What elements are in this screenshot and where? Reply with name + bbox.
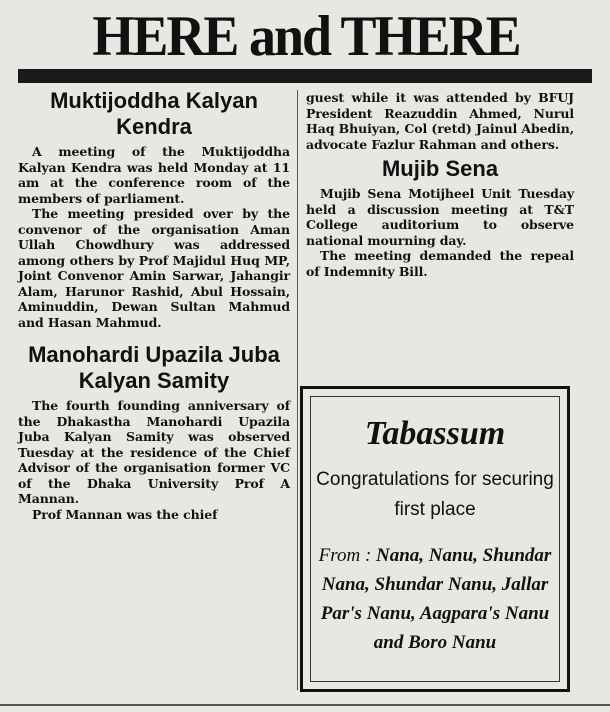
advertisement-inner-frame xyxy=(310,396,560,682)
story-paragraph: A meeting of the Muktijoddha Kalyan Kendra was held Monday at 11 am at the conference room of the members of parliament. xyxy=(18,144,290,206)
story-paragraph: The meeting presided over by the convenor of the organisation Aman Ullah Chowdhury was addressed among others by Prof Majidul Huq MP, Joint Convenor Amin Sarwar, Jahangir Alam, Harunor Rashid, Abul Hossain, Aminuddin, Dewan Sultan Mahmud and Hasan Mahmud. xyxy=(18,206,290,330)
story-headline-muktijoddha: Muktijoddha Kalyan Kendra xyxy=(50,88,258,139)
advertisement-box xyxy=(300,386,570,692)
bottom-rule xyxy=(0,704,610,706)
ad-from-names: Nana, Nanu, Shundar Nana, Shundar Nanu, Jallar Par's Nanu, Aagpara's Nanu and Boro Nanu xyxy=(320,545,552,653)
column-divider xyxy=(297,90,298,690)
masthead-rule xyxy=(18,69,592,83)
story-paragraph: The meeting demanded the repeal of Indemnity Bill. xyxy=(306,248,574,279)
ad-from-label: From : xyxy=(318,545,372,566)
story-paragraph: The fourth founding anniversary of the Dhakastha Manohardi Upazila Juba Kalyan Samity was observed Tuesday at the residence of the Chief Advisor of the organisation former VC of the Dhaka University Prof A Mannan. xyxy=(18,398,290,506)
page-title: HERE and THERE xyxy=(92,4,520,68)
right-column xyxy=(306,90,574,279)
left-column xyxy=(18,88,290,522)
ad-from xyxy=(311,541,559,657)
ad-message: Congratulations for securing first place xyxy=(316,469,554,520)
story-paragraph: Mujib Sena Motijheel Unit Tuesday held a discussion meeting at T&T College auditorium to observe national mourning day. xyxy=(306,186,574,248)
story-headline-mujib-sena: Mujib Sena xyxy=(381,156,499,181)
story-paragraph: Prof Mannan was the chief xyxy=(32,506,218,522)
ad-title: Tabassum xyxy=(364,415,506,452)
story-headline-manohardi: Manohardi Upazila Juba Kalyan Samity xyxy=(28,342,280,393)
story-continuation: guest while it was attended by BFUJ President Reazuddin Ahmed, Nurul Haq Bhuiyan, Col (retd) Jainul Abedin, advocate Fazlur Rahman and others. xyxy=(306,90,574,152)
